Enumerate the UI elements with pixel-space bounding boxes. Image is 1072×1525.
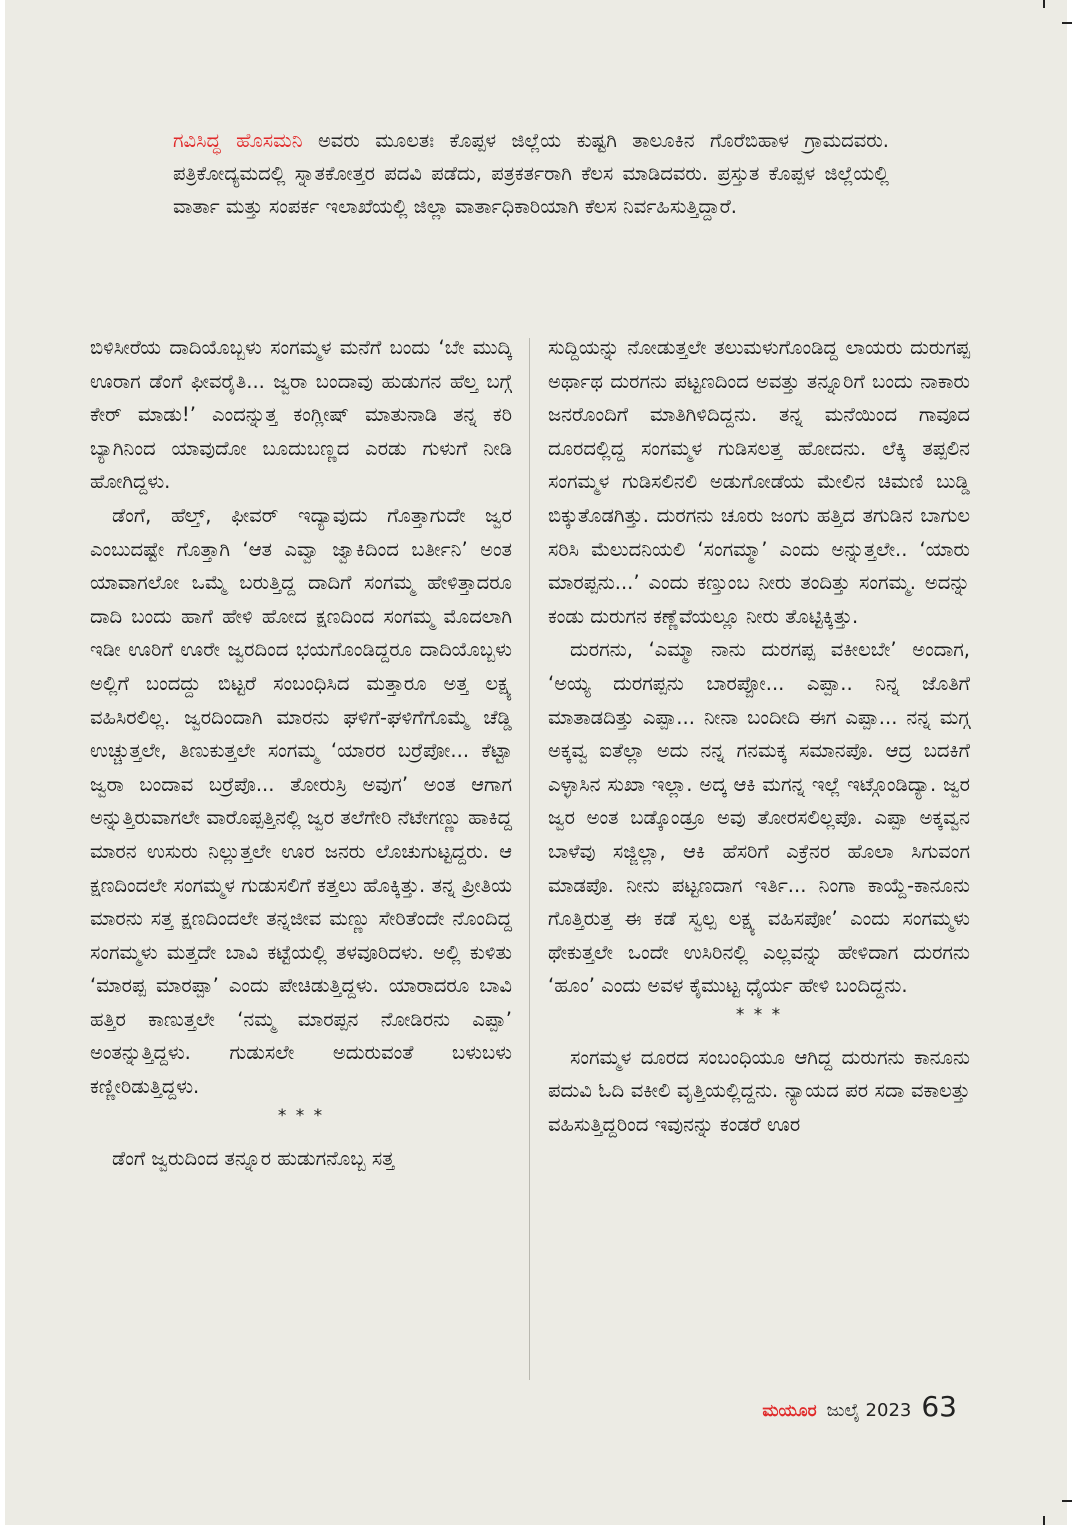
paragraph: ಡೆಂಗೆ, ಹೆಲ್ತ್, ಫೀವರ್ ಇದ್ಯಾವುದು ಗೊತ್ತಾಗುದೇ ಜ್ವರ ಎಂಬುದಷ್ಟೇ ಗೊತ್ತಾಗಿ ‘ಆತ ಎವ್ವಾ ಜ್ವಾಕಿದಿಂದ ಬರ್ತೀನಿ’ ಅಂತ ಯಾವಾಗಲೋ ಒಮ್ಮೆ ಬರುತ್ತಿದ್ದ ದಾದಿಗೆ ಸಂಗಮ್ಮ ಹೇಳಿತ್ತಾದರೂ ದಾದಿ ಬಂದು ಹಾಗೆ ಹೇಳಿ ಹೋದ ಕ್ಷಣದಿಂದ ಸಂಗಮ್ಮ ಮೊದಲಾಗಿ ಇಡೀ ಊರಿಗೆ ಊರೇ ಜ್ವರದಿಂದ ಭಯಗೊಂಡಿದ್ದರೂ ದಾದಿಯೊಬ್ಬಳು ಅಲ್ಲಿಗೆ ಬಂದದ್ದು ಬಿಟ್ಟರೆ ಸಂಬಂಧಿಸಿದ ಮತ್ತಾರೂ ಅತ್ತ ಲಕ್ಷ್ಯ ವಹಿಸಿರಲಿಲ್ಲ. ಜ್ವರದಿಂದಾಗಿ ಮಾರನು ಘಳಿಗೆ-ಘಳಿಗೆಗೊಮ್ಮೆ ಚೆಡ್ಡಿ ಉಚ್ಚುತ್ತಲೇ, ತಿಣುಕುತ್ತಲೇ ಸಂಗಮ್ಮ ‘ಯಾರರ ಬರ್ರೆಪೋ... ಕೆಟ್ಟಾ ಜ್ವರಾ ಬಂದಾವ ಬರ್ರೆಪೊ... ತೋರುಸ್ರಿ ಅವುಗ’ ಅಂತ ಆಗಾಗ ಅನ್ನುತ್ತಿರುವಾಗಲೇ ವಾರೊಪ್ಪತ್ತಿನಲ್ಲಿ ಜ್ವರ ತಲೆಗೇರಿ ನೆಟೇಗಣ್ಣು ಹಾಕಿದ್ದ ಮಾರನ ಉಸುರು ನಿಲ್ಲುತ್ತಲೇ ಊರ ಜನರು ಲೊಚುಗುಟ್ಟದ್ದರು. ಆ ಕ್ಷಣದಿಂದಲೇ ಸಂಗಮ್ಮಳ ಗುಡುಸಲಿಗೆ ಕತ್ತಲು ಹೊಕ್ಕಿತ್ತು. ತನ್ನ ಪ್ರೀತಿಯ ಮಾರನು ಸತ್ತ ಕ್ಷಣದಿಂದಲೇ ತನ್ನಜೀವ ಮಣ್ಣು ಸೇರಿತೆಂದೇ ನೊಂದಿದ್ದ ಸಂಗಮ್ಮಳು ಮತ್ತದೇ ಬಾವಿ ಕಟ್ಟೆಯಲ್ಲಿ ತಳವೂರಿದಳು. ಅಲ್ಲಿ ಕುಳಿತು ‘ಮಾರಪ್ಪ ಮಾರಪ್ಪಾ’ ಎಂದು ಪೇಚಿಡುತ್ತಿದ್ದಳು. ಯಾರಾದರೂ ಬಾವಿ ಹತ್ತಿರ ಕಾಣುತ್ತಲೇ ‘ನಮ್ಮ ಮಾರಪ್ಪನ ನೋಡಿರನು ಎಪ್ಪಾ’ ಅಂತನ್ನುತ್ತಿದ್ದಳು. ಗುಡುಸಲೇ ಅದುರುವಂತೆ ಬಳುಬಳು ಕಣ್ಣೀರಿಡುತ್ತಿದ್ದಳು.: [90, 503, 512, 1099]
paragraph: ಬಿಳಿಸೀರೆಯ ದಾದಿಯೊಬ್ಬಳು ಸಂಗಮ್ಮಳ ಮನೆಗೆ ಬಂದು ‘ಬೇ ಮುದ್ಕಿ ಊರಾಗ ಡೆಂಗೆ ಫೀವರೈತಿ... ಜ್ವರಾ ಬಂದಾವು ಹುಡುಗನ ಹೆಲ್ತ ಬಗ್ಗೆ ಕೇರ್ ಮಾಡು!’ ಎಂದನ್ನುತ್ತ ಕಂಗ್ಲೀಷ್ ಮಾತುನಾಡಿ ತನ್ನ ಕರಿ ಬ್ಯಾಗಿನಿಂದ ಯಾವುದೋ ಬೂದುಬಣ್ಣದ ಎರಡು ಗುಳುಗೆ ನೀಡಿ ಹೋಗಿದ್ದಳು.: [90, 336, 512, 494]
author-name: ಗವಿಸಿದ್ಧ ಹೊಸಮನಿ: [173, 129, 303, 152]
magazine-page: [5, 0, 1067, 1525]
magazine-name: ಮಯೂರ: [762, 1401, 817, 1421]
page-footer: [762, 1390, 957, 1423]
paragraph: ದುರಗನು, ‘ಎಮ್ಮಾ ನಾನು ದುರಗಪ್ಪ ವಕೀಲಬೇ’ ಅಂದಾಗ, ‘ಅಯ್ಯ ದುರಗಪ್ಪನು ಬಾರಪ್ಪೋ... ಎಪ್ಪಾ.. ನಿನ್ನ ಜೊತಿಗೆ ಮಾತಾಡದಿತ್ತು ಎಪ್ಪಾ... ನೀನಾ ಬಂದೀದಿ ಈಗ ಎಪ್ಪಾ... ನನ್ನ ಮಗ್ಗ ಅಕ್ಕವ್ವ ಐತೆಲ್ಲಾ ಅದು ನನ್ನ ಗನಮಕ್ಕ ಸಮಾನಪೊ. ಆದ್ರ ಬದಕಿಗೆ ಎಳ್ಳಾಸಿನ ಸುಖಾ ಇಲ್ಲಾ. ಅದ್ಕ ಆಕಿ ಮಗನ್ನ ಇಲ್ಲೆ ಇಟ್ಗೊಂಡಿದ್ಯಾ. ಜ್ವರ ಜ್ವರ ಅಂತ ಬಡ್ಕೊಂಡ್ರೂ ಅವು ತೋರಸಲಿಲ್ಲಪೊ. ಎಪ್ಪಾ ಅಕ್ಕವ್ವನ ಬಾಳೆವು ಸಜ್ಜಿಲ್ಲಾ, ಆಕಿ ಹೆಸರಿಗೆ ಎಕ್ರೆನರ ಹೊಲಾ ಸಿಗುವಂಗ ಮಾಡಪೊ. ನೀನು ಪಟ್ಟಣದಾಗ ಇರ್ತಿ... ನಿಂಗಾ ಕಾಯ್ದೆ-ಕಾನೂನು ಗೊತ್ತಿರುತ್ತ ಈ ಕಡೆ ಸ್ವಲ್ಪ ಲಕ್ಷ್ಯ ವಹಿಸಪೋ’ ಎಂದು ಸಂಗಮ್ಮಳು ಥೇಕುತ್ತಲೇ ಒಂದೇ ಉಸಿರಿನಲ್ಲಿ ಎಲ್ಲವನ್ನು ಹೇಳಿದಾಗ ದುರಗನು ‘ಹೂಂ’ ಎಂದು ಅವಳ ಕೈಮುಟ್ಟ ಧೈರ್ಯ ಹೇಳಿ ಬಂದಿದ್ದನು.: [548, 638, 970, 998]
page-number: 63: [921, 1390, 957, 1423]
author-bio: [173, 124, 889, 223]
right-column: [548, 331, 970, 1142]
crop-mark: [1043, 1516, 1045, 1525]
issue-date: ಜುಲೈ 2023: [826, 1400, 912, 1421]
section-break: * * *: [735, 1004, 783, 1025]
author-bio-text: ಅವರು ಮೂಲತಃ ಕೊಪ್ಪಳ ಜಿಲ್ಲೆಯ ಕುಷ್ಟಗಿ ತಾಲೂಕಿನ ಗೊರೆಬಿಹಾಳ ಗ್ರಾಮದವರು. ಪತ್ರಿಕೋದ್ಯಮದಲ್ಲಿ ಸ್ನಾತಕೋತ್ತರ ಪದವಿ ಪಡೆದು, ಪತ್ರಕರ್ತರಾಗಿ ಕೆಲಸ ಮಾಡಿದವರು. ಪ್ರಸ್ತುತ ಕೊಪ್ಪಳ ಜಿಲ್ಲೆಯಲ್ಲಿ ವಾರ್ತಾ ಮತ್ತು ಸಂಪರ್ಕ ಇಲಾಖೆಯಲ್ಲಿ ಜಿಲ್ಲಾ ವಾರ್ತಾಧಿಕಾರಿಯಾಗಿ ಕೆಲಸ ನಿರ್ವಹಿಸುತ್ತಿದ್ದಾರೆ.: [173, 129, 889, 218]
paragraph: ಸುದ್ದಿಯನ್ನು ನೋಡುತ್ತಲೇ ತಲುಮಳುಗೊಂಡಿದ್ದ ಲಾಯರು ದುರುಗಪ್ಪ ಅರ್ಥಾಥ ದುರಗನು ಪಟ್ಟಣದಿಂದ ಅವತ್ತು ತನ್ನೂರಿಗೆ ಬಂದು ನಾಕಾರು ಜನರೊಂದಿಗೆ ಮಾತಿಗಿಳಿದಿದ್ದನು. ತನ್ನ ಮನೆಯಿಂದ ಗಾವೂದ ದೂರದಲ್ಲಿದ್ದ ಸಂಗಮ್ಮಳ ಗುಡಿಸಲತ್ತ ಹೋದನು. ಲೆಕ್ಕಿ ತಪ್ಪಲಿನ ಸಂಗಮ್ಮಳ ಗುಡಿಸಲಿನಲಿ ಅಡುಗೋಡೆಯ ಮೇಲಿನ ಚಿಮಣಿ ಬುಡ್ಡಿ ಬಿಕ್ಕುತೊಡಗಿತ್ತು. ದುರಗನು ಚೂರು ಜಂಗು ಹತ್ತಿದ ತಗುಡಿನ ಬಾಗುಲ ಸರಿಸಿ ಮೆಲುದನಿಯಲಿ ‘ಸಂಗಮ್ಮಾ’ ಎಂದು ಅನ್ನುತ್ತಲೇ.. ‘ಯಾರು ಮಾರಪ್ಪನು...’ ಎಂದು ಕಣ್ತುಂಬ ನೀರು ತಂದಿತ್ತು ಸಂಗಮ್ಮ. ಅದನ್ನು ಕಂಡು ದುರುಗನ ಕಣ್ಣೆವೆಯಲ್ಲೂ ನೀರು ತೊಟ್ಟಿಕ್ಕಿತ್ತು.: [548, 336, 970, 628]
paragraph: ಡೆಂಗೆ ಜ್ವರುದಿಂದ ತನ್ನೂರ ಹುಡುಗನೊಬ್ಬ ಸತ್ತ: [112, 1146, 395, 1170]
crop-mark: [1043, 0, 1045, 8]
crop-mark: [1062, 22, 1072, 24]
paragraph: ಸಂಗಮ್ಮಳ ದೂರದ ಸಂಬಂಧಿಯೂ ಆಗಿದ್ದ ದುರುಗನು ಕಾನೂನು ಪದುವಿ ಓದಿ ವಕೀಲಿ ವೃತ್ತಿಯಲ್ಲಿದ್ದನು. ನ್ಯಾಯದ ಪರ ಸದಾ ವಕಾಲತ್ತು ವಹಿಸುತ್ತಿದ್ದರಿಂದ ಇವುನನ್ನು ಕಂಡರೆ ಊರ: [548, 1045, 970, 1137]
column-divider: [529, 338, 530, 1380]
section-break: * * *: [277, 1105, 325, 1126]
crop-mark: [1062, 1500, 1072, 1502]
left-column: [90, 331, 512, 1175]
